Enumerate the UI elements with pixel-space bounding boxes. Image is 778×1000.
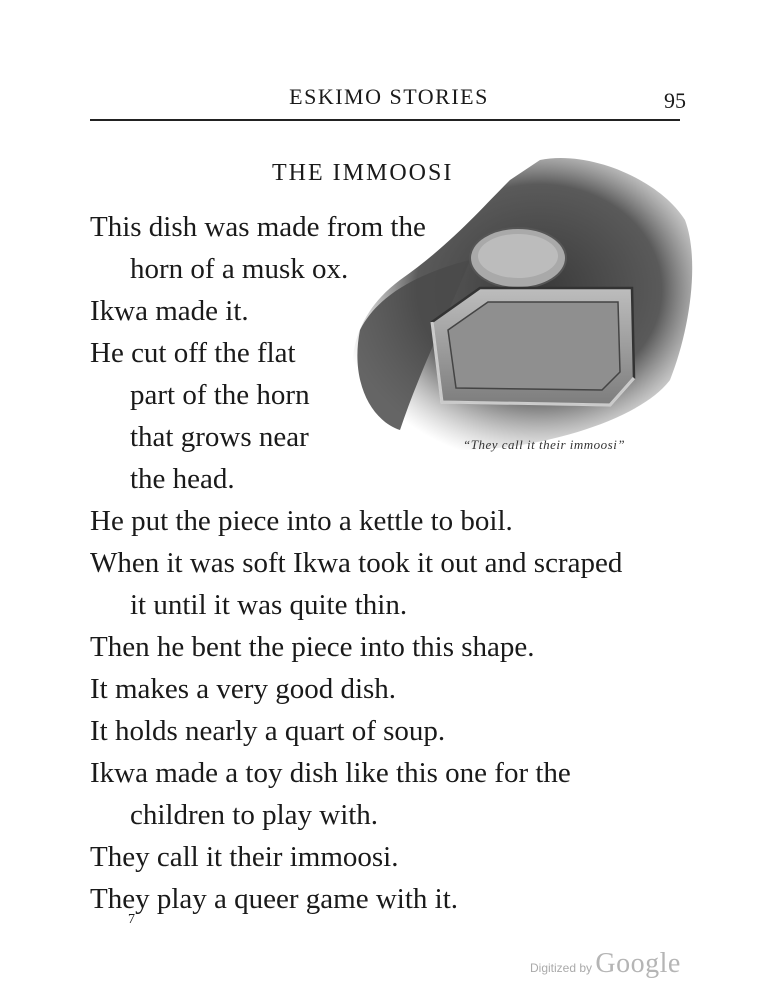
text-line: This dish was made from the xyxy=(90,211,426,243)
text-line: the head. xyxy=(130,463,235,495)
google-logo: Google xyxy=(595,948,681,979)
digitized-watermark xyxy=(530,948,681,980)
immoosi-dish-image xyxy=(340,150,700,470)
text-line: part of the horn xyxy=(130,379,310,411)
text-line: children to play with. xyxy=(130,799,379,831)
text-line: He put the piece into a kettle to boil. xyxy=(90,505,513,537)
header-rule xyxy=(90,119,680,121)
section-title: THE IMMOOSI xyxy=(272,160,454,186)
text-line: Ikwa made it. xyxy=(90,295,249,327)
text-line: it until it was quite thin. xyxy=(130,589,408,621)
text-line: Then he bent the piece into this shape. xyxy=(90,631,535,663)
text-line: They call it their immoosi. xyxy=(90,841,399,873)
text-line: Ikwa made a toy dish like this one for the xyxy=(90,757,571,789)
digitized-by-label: Digitized by xyxy=(530,961,593,975)
text-line: When it was soft Ikwa took it out and scraped xyxy=(90,547,623,579)
signature-mark: 7 xyxy=(128,912,135,927)
text-line: that grows near xyxy=(130,421,309,453)
text-line: horn of a musk ox. xyxy=(130,253,349,285)
immoosi-illustration xyxy=(340,150,700,470)
text-line: It holds nearly a quart of soup. xyxy=(90,715,446,747)
text-line: It makes a very good dish. xyxy=(90,673,397,705)
figure-caption: “They call it their immoosi” xyxy=(463,437,626,452)
page-number: 95 xyxy=(664,88,686,113)
running-header-title: ESKIMO STORIES xyxy=(289,84,489,109)
text-line: They play a queer game with it. xyxy=(90,883,459,915)
text-line: He cut off the flat xyxy=(90,337,296,369)
